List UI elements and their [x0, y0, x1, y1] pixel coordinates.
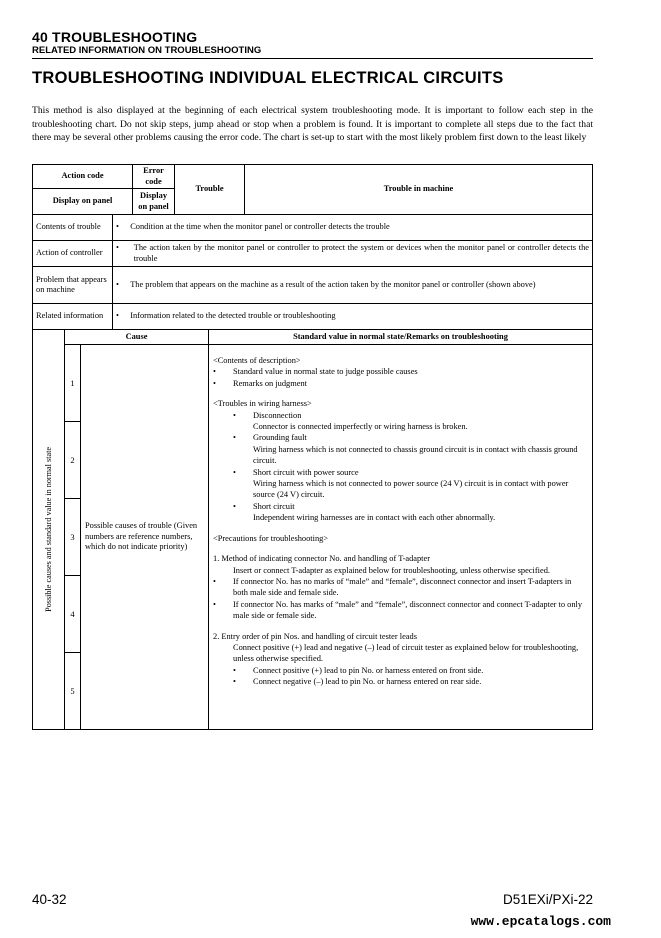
row-text-contents: • Condition at the time when the monitor panel or controller detects the trouble [113, 215, 593, 241]
error-code-header: Error code [133, 165, 175, 189]
precaution-2-bullet: • Connect positive (+) lead to pin No. or harness entered on front side. [213, 665, 588, 676]
wiring-item-title: • Short circuit with power source [213, 467, 588, 478]
trouble-summary-table [32, 164, 593, 330]
model-label: D51EXi/PXi-22 [502, 892, 593, 907]
section-title: 40 TROUBLESHOOTING [32, 29, 198, 45]
header-divider [32, 58, 593, 59]
cause-description: Possible causes of trouble (Given numbers are reference numbers, which do not indicate priority) [81, 345, 209, 730]
bullet: • [116, 222, 119, 232]
action-code-header: Action code [33, 165, 133, 189]
wiring-item-text: Independent wiring harnesses are in contact with each other abnormally. [253, 513, 496, 523]
cause-header: Cause [65, 330, 209, 345]
wiring-item-text: Wiring harness which is not connected to chassis ground circuit is in contact with chassis ground circuit. [253, 444, 578, 466]
row-label-problem: Problem that appears on machine [33, 267, 113, 304]
wiring-item-text: Wiring harness which is not connected to power source (24 V) circuit is in contact with power source (24 V) circuit. [253, 479, 569, 500]
intro-paragraph: This method is also displayed at the beginning of each electrical system troubleshooting mode. It is important to follow each step in the troubleshooting chart. Do not skip steps, jump ahead or stop when a problem is found. It is important to complete all steps due to the fact that there may be several other problems causing the error code. The chart is set-up to start with the most likely problem first down to the least likely [32, 105, 593, 144]
precautions-heading: <Precautions for troubleshooting> [213, 533, 329, 543]
bullet: • [116, 243, 119, 252]
wiring-item-text: Connector is connected imperfectly or wiring harness is broken. [253, 422, 468, 432]
wiring-item-title: • Grounding fault [213, 432, 588, 443]
precaution-1-bullet: • If connector No. has marks of “male” and “female”, disconnect connector and connect T-adapter to only male side or female side. [213, 599, 588, 622]
page-title: TROUBLESHOOTING INDIVIDUAL ELECTRICAL CIRCUITS [32, 69, 504, 87]
side-label: Possible causes and standard value in normal state [43, 447, 53, 612]
cause-number-3: 3 [65, 499, 81, 576]
cause-number-1: 1 [65, 345, 81, 422]
wiring-item-title: • Short circuit [213, 501, 588, 512]
display-on-panel-header-2: Display on panel [133, 189, 175, 215]
precaution-1-title: 1. Method of indicating connector No. and handling of T-adapter [213, 554, 430, 564]
page-number: 40-32 [32, 892, 67, 907]
row-text-action: • The action taken by the monitor panel or controller to protect the system or devices when the monitor panel or controller detects the trouble [113, 241, 593, 267]
row-label-contents: Contents of trouble [33, 215, 113, 241]
precaution-2-text: Connect positive (+) lead and negative (–) lead of circuit tester as explained below for troubleshooting, unless otherwise specified. [233, 642, 579, 664]
wiring-heading: <Troubles in wiring harness> [213, 399, 312, 409]
contents-heading: <Contents of description> [213, 356, 301, 365]
trouble-header: Trouble [175, 165, 245, 215]
trouble-in-machine-header: Trouble in machine [245, 165, 593, 215]
cause-number-2: 2 [65, 422, 81, 499]
row-text-related: • Information related to the detected trouble or troubleshooting [113, 304, 593, 330]
precaution-1-bullet: • If connector No. has no marks of “male” and “female”, disconnect connector and insert T-adapters in both male side and female side. [213, 576, 588, 599]
wiring-item-title: • Disconnection [213, 410, 588, 421]
precaution-2-title: 2. Entry order of pin Nos. and handling of circuit tester leads [213, 631, 417, 641]
subsection-title: RELATED INFORMATION ON TROUBLESHOOTING [32, 45, 262, 56]
row-label-action: Action of controller [33, 241, 113, 267]
precaution-1-text: Insert or connect T-adapter as explained below for troubleshooting, unless otherwise specified. [233, 565, 550, 575]
bullet: • [116, 279, 119, 289]
standard-value-header: Standard value in normal state/Remarks on troubleshooting [209, 330, 593, 345]
row-label-related: Related information [33, 304, 113, 330]
possible-causes-table [32, 329, 593, 730]
display-on-panel-header: Display on panel [33, 189, 133, 215]
side-label-cell [33, 330, 65, 730]
precaution-2-bullet: • Connect negative (–) lead to pin No. or harness entered on rear side. [213, 676, 588, 687]
cause-number-4: 4 [65, 576, 81, 653]
standard-value-description [209, 345, 593, 730]
contents-item: • Remarks on judgment [213, 378, 588, 389]
contents-item: • Standard value in normal state to judge possible causes [213, 366, 588, 377]
bullet: • [116, 311, 119, 321]
row-text-problem: • The problem that appears on the machine as a result of the action taken by the monitor panel or controller (shown above) [113, 267, 593, 304]
watermark-url: www.epcatalogs.com [470, 914, 611, 929]
cause-number-5: 5 [65, 653, 81, 730]
